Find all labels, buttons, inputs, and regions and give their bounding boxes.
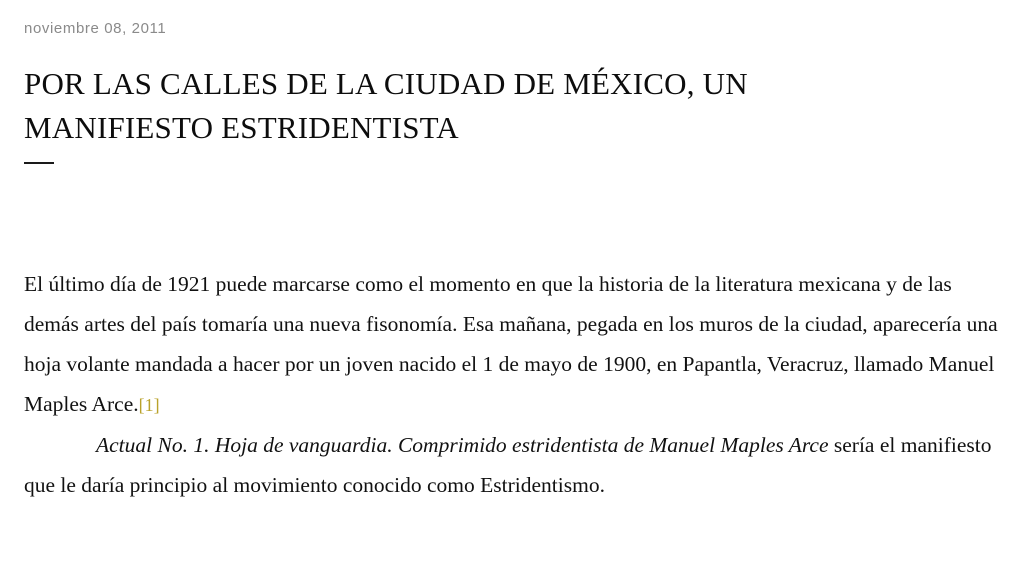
post-date: noviembre 08, 2011 xyxy=(24,20,167,37)
footnote-link-1[interactable]: [1] xyxy=(138,395,160,415)
post-body xyxy=(24,264,999,505)
page-title: POR LAS CALLES DE LA CIUDAD DE MÉXICO, UN MANIFIESTO ESTRIDENTISTA xyxy=(24,66,748,145)
paragraph-2 xyxy=(24,425,999,505)
paragraph-2-italic-title: Actual No. 1. Hoja de vanguardia. Comprimido estridentista de Manuel Maples Arce xyxy=(96,433,829,457)
article-page xyxy=(0,20,1023,565)
paragraph-1 xyxy=(24,264,999,425)
paragraph-2-text: sería el manifiesto que le daría principio al movimiento conocido como Estridentismo. xyxy=(24,433,992,497)
title-divider xyxy=(24,162,54,164)
paragraph-1-text: El último día de 1921 puede marcarse como el momento en que la historia de la literatura mexicana y de las demás artes del país tomaría una nueva fisonomía. Esa mañana, pegada en los muros de la ciudad, aparecería una hoja volante mandada a hacer por un joven nacido el 1 de mayo de 1900, en Papantla, Veracruz, llamado Manuel Maples Arce. xyxy=(24,272,998,416)
